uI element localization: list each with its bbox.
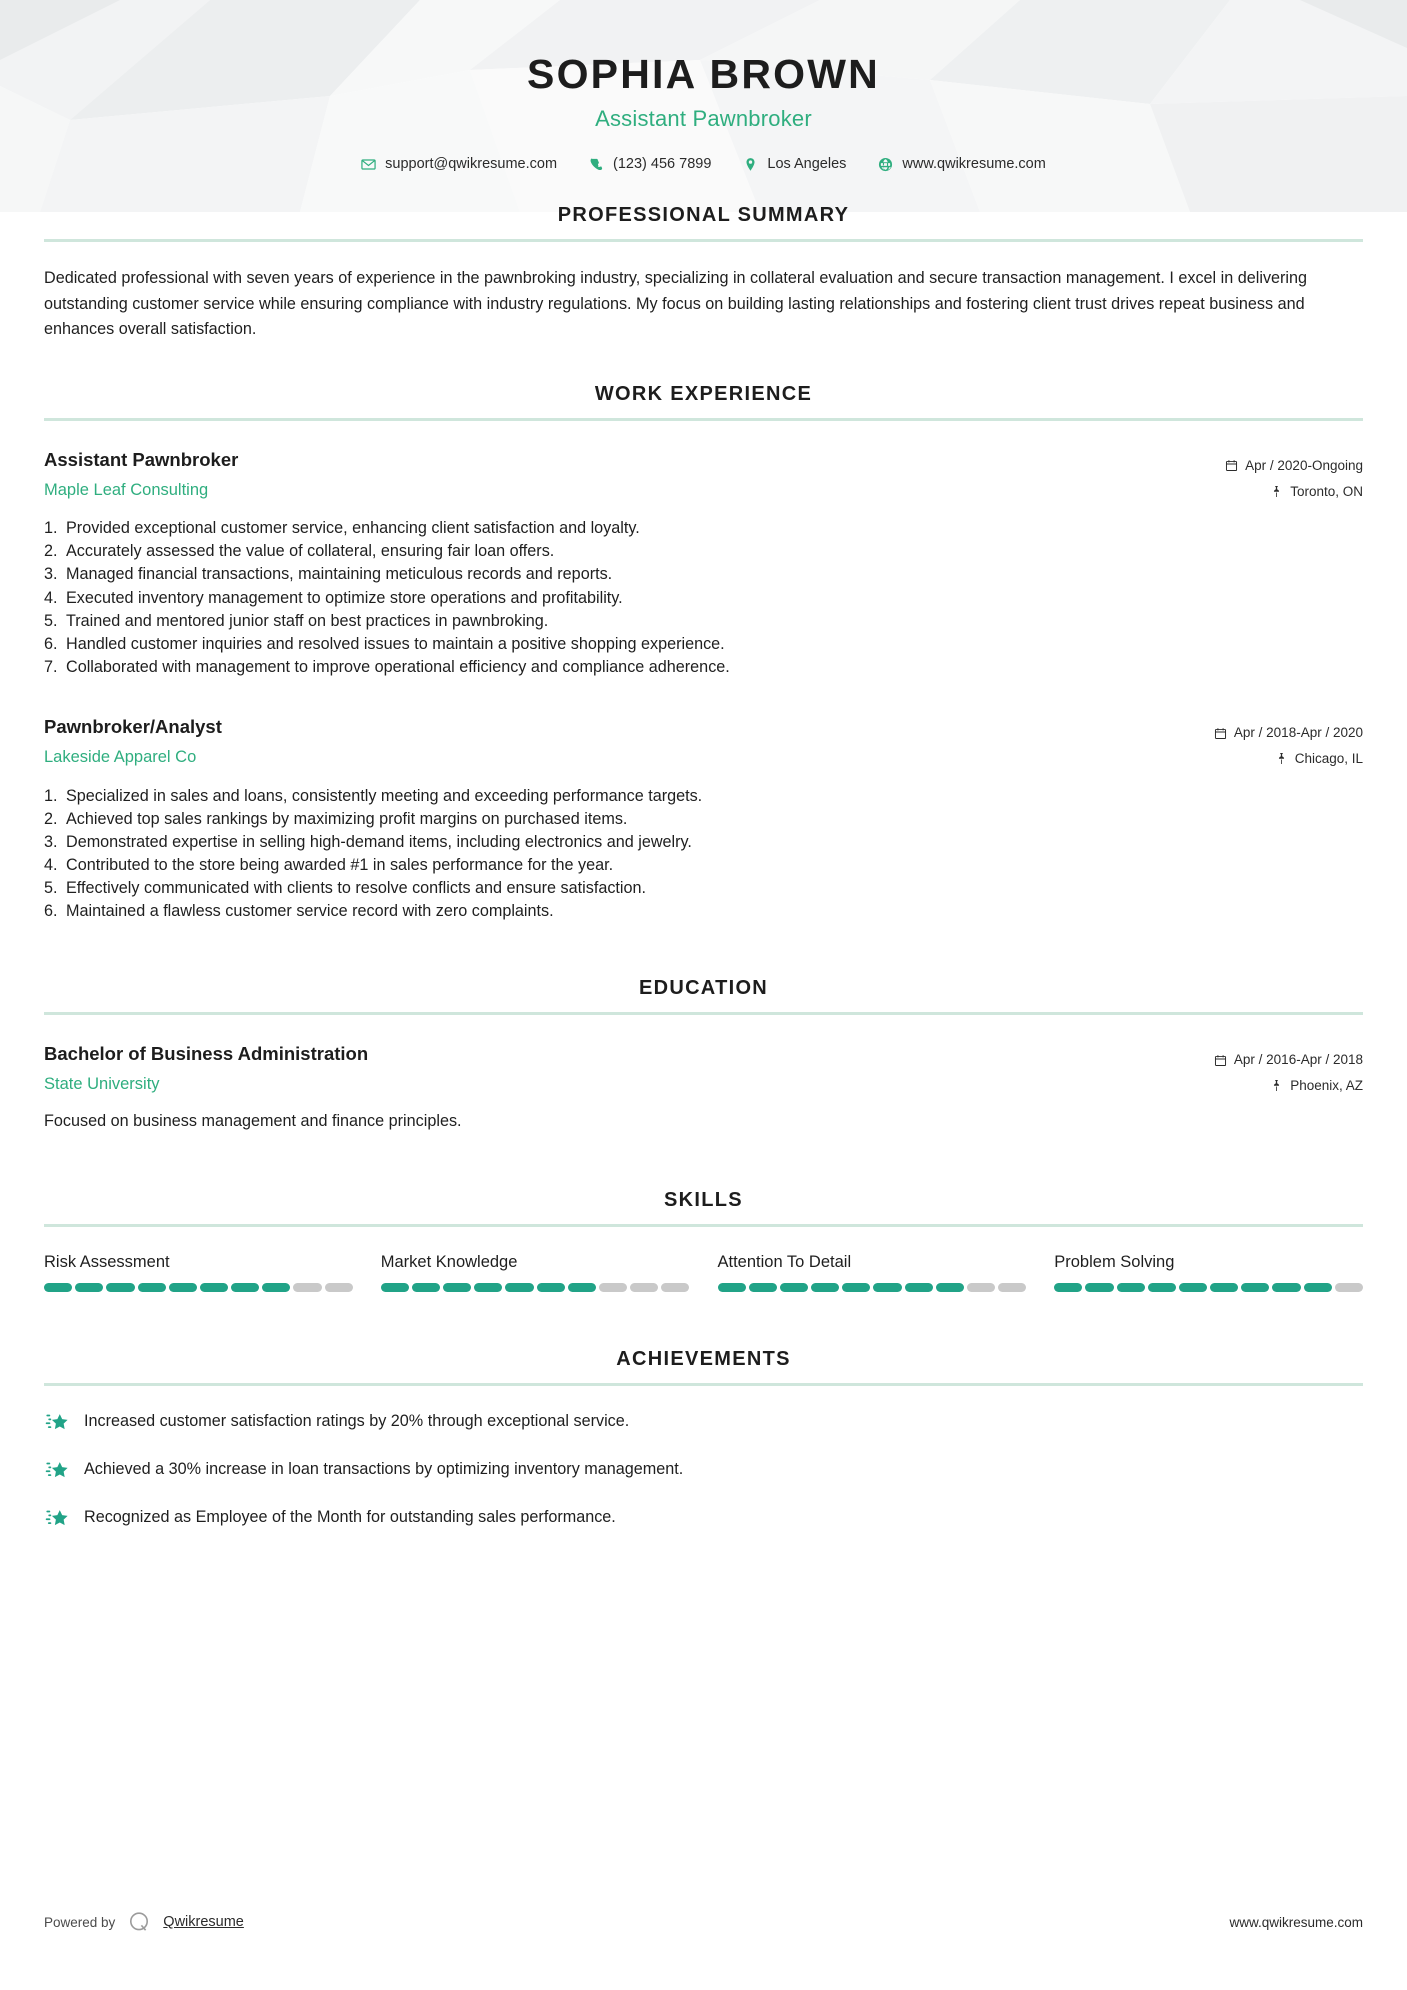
work-company: Maple Leaf Consulting (44, 480, 209, 499)
work-dates-text: Apr / 2018-Apr / 2020 (1233, 725, 1363, 741)
qwikresume-logo-icon (126, 1909, 152, 1935)
pin-icon (1275, 752, 1288, 765)
achievement-item (44, 1506, 1363, 1531)
skill-segment (568, 1283, 596, 1292)
work-entry (44, 448, 1363, 679)
work-bullet: 4. Contributed to the store being awarded #1 in sales performance for the year. (44, 854, 1363, 877)
work-bullet: 2. Achieved top sales rankings by maximizing profit margins on purchased items. (44, 808, 1363, 831)
skill-item (1054, 1253, 1363, 1292)
skill-segment (1085, 1283, 1113, 1292)
work-location-text: Toronto, ON (1290, 483, 1363, 499)
work-entry (44, 715, 1363, 923)
work-company: Lakeside Apparel Co (44, 748, 197, 767)
education-description: Focused on business management and finance principles. (44, 1111, 462, 1130)
section-divider (44, 418, 1363, 421)
work-bullet-text: Achieved top sales rankings by maximizing profit margins on purchased items. (66, 809, 628, 828)
calendar-icon (1214, 1054, 1227, 1067)
skill-label: Attention To Detail (717, 1253, 852, 1272)
work-location (1225, 479, 1363, 505)
pin-icon (1270, 1079, 1283, 1092)
star-icon (44, 1409, 70, 1435)
work-bullet: 1. Provided exceptional customer service, enhancing client satisfaction and loyalty. (44, 517, 1363, 540)
section-title-summary: PROFESSIONAL SUMMARY (557, 204, 850, 227)
skill-segment (412, 1283, 440, 1292)
skill-segment (474, 1283, 502, 1292)
contact-email-text: support@qwikresume.com (385, 156, 558, 173)
skill-item (718, 1253, 1027, 1292)
skill-segment (998, 1283, 1026, 1292)
work-dates-text: Apr / 2020-Ongoing (1245, 457, 1363, 473)
skill-segment (1179, 1283, 1207, 1292)
calendar-icon (1225, 459, 1238, 472)
candidate-job-title: Assistant Pawnbroker (595, 106, 812, 132)
work-bullet-text: Specialized in sales and loans, consistently meeting and exceeding performance targets. (66, 786, 703, 805)
skill-segment (1148, 1283, 1176, 1292)
skill-label: Risk Assessment (44, 1253, 170, 1272)
work-bullet: 4. Executed inventory management to optimize store operations and profitability. (44, 587, 1363, 610)
contact-website-text: www.qwikresume.com (902, 156, 1046, 173)
skill-segment (44, 1283, 72, 1292)
work-bullet: 7. Collaborated with management to improve operational efficiency and compliance adherence. (44, 656, 1363, 679)
work-bullet: 1. Specialized in sales and loans, consistently meeting and exceeding performance targets. (44, 785, 1363, 808)
achievement-item (44, 1458, 1363, 1483)
section-title-achievements: ACHIEVEMENTS (616, 1348, 791, 1371)
star-icon (44, 1505, 70, 1531)
skill-rating-bar (44, 1283, 353, 1292)
section-professional-summary (0, 204, 1407, 343)
work-bullet-text: Provided exceptional customer service, enhancing client satisfaction and loyalty. (66, 519, 640, 538)
contact-location[interactable] (727, 156, 862, 172)
skill-segment (1210, 1283, 1238, 1292)
work-dates (1214, 720, 1363, 746)
calendar-icon (1214, 727, 1227, 740)
education-dates-text: Apr / 2016-Apr / 2018 (1233, 1052, 1363, 1068)
work-bullet-list (44, 785, 1363, 924)
skill-segment (842, 1283, 870, 1292)
skill-segment (106, 1283, 134, 1292)
pin-icon (1270, 485, 1283, 498)
candidate-name: SOPHIA BROWN (527, 51, 880, 97)
skill-segment (1304, 1283, 1332, 1292)
footer-website: www.qwikresume.com (1229, 1914, 1363, 1930)
skill-segment (811, 1283, 839, 1292)
work-bullet-text: Demonstrated expertise in selling high-demand items, including electronics and jewelry. (66, 832, 692, 851)
work-role: Pawnbroker/Analyst (44, 716, 222, 738)
skill-segment (630, 1283, 658, 1292)
work-bullet-text: Contributed to the store being awarded #1 in sales performance for the year. (66, 856, 614, 874)
powered-by-label: Powered by (44, 1914, 116, 1930)
section-divider (44, 1383, 1363, 1386)
work-bullet-text: Accurately assessed the value of collateral, ensuring fair loan offers. (66, 542, 555, 561)
email-icon (361, 157, 376, 172)
skill-segment (262, 1283, 290, 1292)
work-bullet-text: Managed financial transactions, maintaining meticulous records and reports. (66, 565, 613, 584)
work-bullet-text: Trained and mentored junior staff on best practices in pawnbroking. (66, 611, 549, 630)
skill-item (44, 1253, 353, 1292)
resume-header (0, 0, 1407, 132)
contact-info-row (0, 156, 1407, 172)
skill-rating-bar (381, 1283, 690, 1292)
section-divider (44, 1224, 1363, 1227)
section-education (0, 977, 1407, 1133)
section-title-education: EDUCATION (638, 977, 769, 1000)
globe-icon (878, 157, 893, 172)
skill-segment (231, 1283, 259, 1292)
achievement-text: Achieved a 30% increase in loan transactions by optimizing inventory management. (84, 1460, 684, 1479)
education-degree: Bachelor of Business Administration (44, 1043, 369, 1065)
section-skills (0, 1189, 1407, 1292)
skill-segment (905, 1283, 933, 1292)
skill-segment (936, 1283, 964, 1292)
summary-text: Dedicated professional with seven years of experience in the pawnbroking industry, specializing in collateral evaluation and secure transaction management. I excel in delivering outstanding customer service while ensuring compliance with industry regulations. My focus on building lasting relationships and fostering client trust drives repeat business and enhances overall satisfaction. (44, 269, 1308, 339)
education-entry (44, 1042, 1363, 1133)
skill-segment (599, 1283, 627, 1292)
skill-segment (325, 1283, 353, 1292)
skill-segment (138, 1283, 166, 1292)
section-title-work: WORK EXPERIENCE (594, 382, 813, 405)
education-location-text: Phoenix, AZ (1290, 1078, 1363, 1094)
phone-icon (589, 157, 604, 172)
contact-email[interactable] (345, 156, 573, 172)
skill-item (381, 1253, 690, 1292)
education-location (1214, 1073, 1363, 1099)
skill-segment (1054, 1283, 1082, 1292)
skill-segment (1335, 1283, 1363, 1292)
skill-segment (873, 1283, 901, 1292)
contact-website[interactable] (862, 156, 1061, 172)
skill-segment (537, 1283, 565, 1292)
skill-segment (780, 1283, 808, 1292)
page-footer (44, 1909, 1363, 1935)
skill-segment (443, 1283, 471, 1292)
skill-segment (381, 1283, 409, 1292)
star-icon (44, 1457, 70, 1483)
contact-phone-text: (123) 456 7899 (613, 156, 712, 173)
education-dates (1214, 1047, 1363, 1073)
skill-segment (1241, 1283, 1269, 1292)
skill-segment (967, 1283, 995, 1292)
work-bullet: 2. Accurately assessed the value of collateral, ensuring fair loan offers. (44, 540, 1363, 563)
work-bullet-list (44, 517, 1363, 679)
work-bullet: 5. Trained and mentored junior staff on best practices in pawnbroking. (44, 610, 1363, 633)
section-title-skills: SKILLS (664, 1189, 743, 1212)
work-bullet: 6. Handled customer inquiries and resolved issues to maintain a positive shopping experience. (44, 633, 1363, 656)
skill-segment (1117, 1283, 1145, 1292)
skill-segment (169, 1283, 197, 1292)
qwikresume-link[interactable]: Qwikresume (163, 1914, 244, 1930)
section-work-experience (0, 383, 1407, 924)
footer-branding (44, 1909, 244, 1935)
work-bullet: 3. Managed financial transactions, maintaining meticulous records and reports. (44, 563, 1363, 586)
achievement-list (44, 1410, 1363, 1531)
skill-segment (661, 1283, 689, 1292)
work-location-text: Chicago, IL (1294, 750, 1363, 766)
work-dates (1225, 453, 1363, 479)
education-school: State University (44, 1075, 160, 1094)
work-bullet: 6. Maintained a flawless customer service record with zero complaints. (44, 900, 1363, 923)
work-bullet-text: Effectively communicated with clients to resolve conflicts and ensure satisfaction. (66, 879, 647, 898)
section-achievements (0, 1348, 1407, 1531)
skill-label: Market Knowledge (380, 1253, 518, 1272)
contact-phone[interactable] (573, 156, 727, 172)
skills-grid (44, 1253, 1363, 1292)
work-bullet-text: Executed inventory management to optimize store operations and profitability. (66, 588, 623, 607)
skill-segment (749, 1283, 777, 1292)
work-bullet-text: Collaborated with management to improve operational efficiency and compliance adherence. (66, 658, 730, 677)
location-icon (743, 157, 758, 172)
work-bullet: 3. Demonstrated expertise in selling high-demand items, including electronics and jewelry. (44, 831, 1363, 854)
work-bullet: 5. Effectively communicated with clients to resolve conflicts and ensure satisfaction. (44, 877, 1363, 900)
section-divider (44, 239, 1363, 242)
work-bullet-text: Maintained a flawless customer service record with zero complaints. (66, 902, 554, 921)
skill-segment (718, 1283, 746, 1292)
skill-rating-bar (1054, 1283, 1363, 1292)
work-location (1214, 746, 1363, 772)
skill-rating-bar (718, 1283, 1027, 1292)
achievement-text: Increased customer satisfaction ratings by 20% through exceptional service. (84, 1412, 630, 1431)
achievement-item (44, 1410, 1363, 1435)
skill-segment (505, 1283, 533, 1292)
work-role: Assistant Pawnbroker (44, 448, 239, 470)
skill-segment (293, 1283, 321, 1292)
skill-segment (1272, 1283, 1300, 1292)
skill-label: Problem Solving (1054, 1253, 1175, 1272)
contact-location-text: Los Angeles (767, 156, 847, 173)
work-bullet-text: Handled customer inquiries and resolved issues to maintain a positive shopping experience. (66, 634, 725, 653)
section-divider (44, 1012, 1363, 1015)
skill-segment (75, 1283, 103, 1292)
achievement-text: Recognized as Employee of the Month for outstanding sales performance. (84, 1508, 616, 1527)
skill-segment (200, 1283, 228, 1292)
